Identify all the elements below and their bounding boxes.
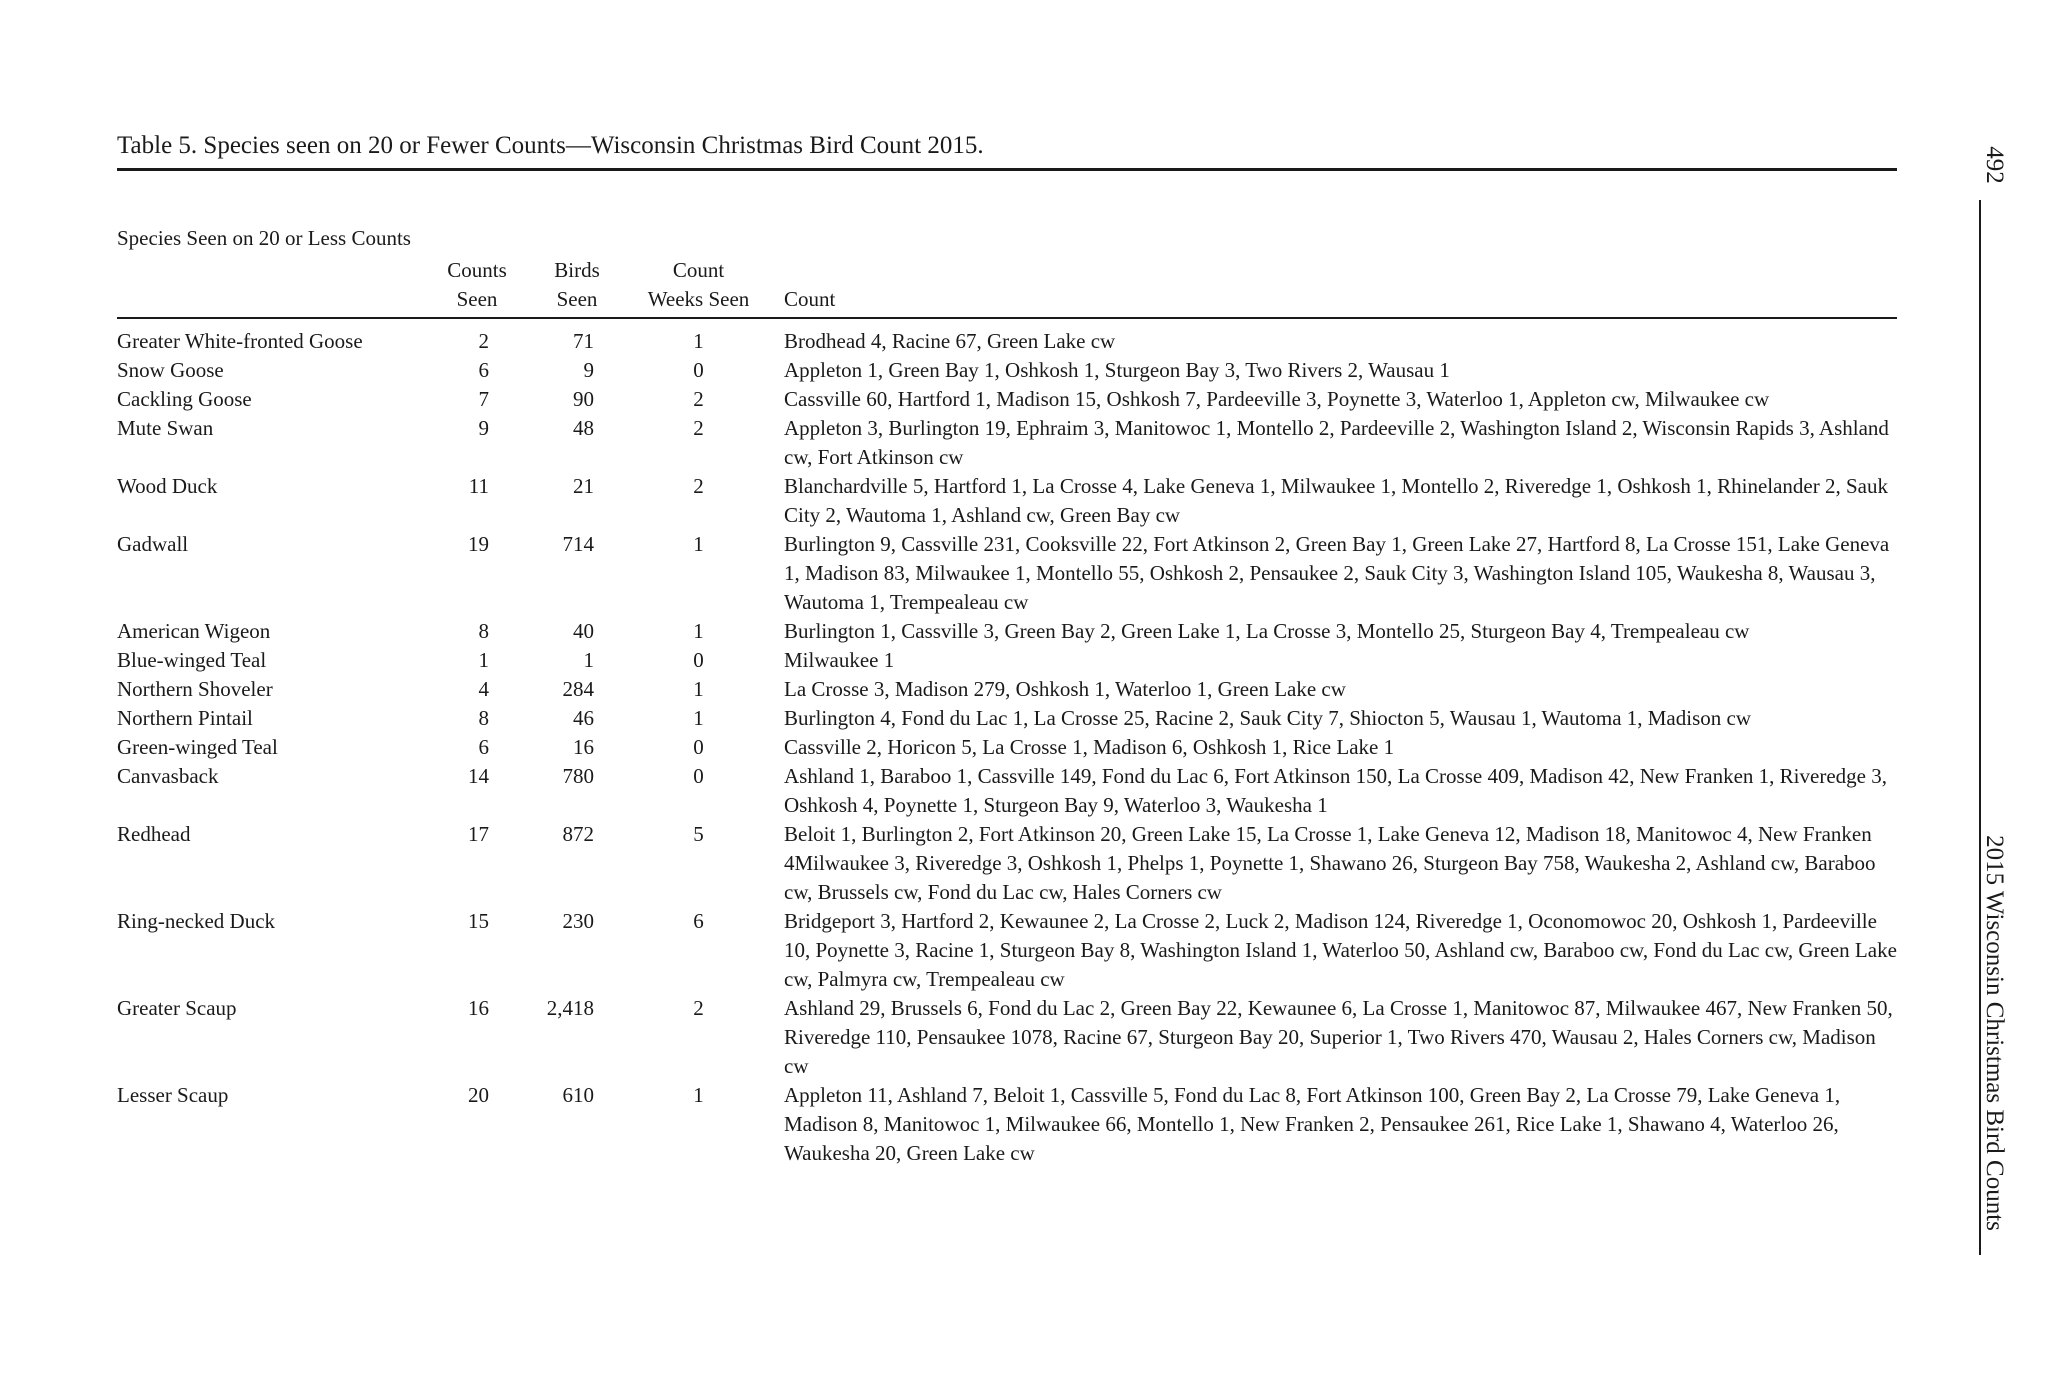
species-cell: Canvasback — [117, 764, 219, 788]
counts-seen-cell: 8 — [478, 619, 489, 643]
species-table — [117, 256, 1897, 1168]
species-cell: Wood Duck — [117, 474, 218, 498]
birds-seen-cell: 48 — [573, 416, 594, 440]
counts-seen-cell: 1 — [478, 648, 489, 672]
count-locations-cell: Milwaukee 1 — [784, 648, 895, 672]
count-locations-cell: Bridgeport 3, Hartford 2, Kewaunee 2, La Crosse 2, Luck 2, Madison 124, Riveredge 1, Oconomowoc 20, Oshkosh 1, Pardeeville 10, Poynette 3, Racine 1, Sturgeon Bay 8, Washington Island 1, Waterloo 50, Ashland cw, Baraboo cw, Fond du Lac cw, Green Lake cw, Palmyra cw, Trempealeau cw — [784, 909, 1897, 991]
count-locations-cell: Ashland 29, Brussels 6, Fond du Lac 2, Green Bay 22, Kewaunee 6, La Crosse 1, Manitowoc 87, Milwaukee 467, New Franken 50, Riveredge 110, Pensaukee 1078, Racine 67, Sturgeon Bay 20, Superior 1, Two Rivers 470, Wausau 2, Hales Corners cw, Madison cw — [784, 996, 1893, 1078]
count-locations-cell: La Crosse 3, Madison 279, Oshkosh 1, Waterloo 1, Green Lake cw — [784, 677, 1346, 701]
counts-seen-cell: 16 — [468, 996, 489, 1020]
species-cell: Cackling Goose — [117, 387, 252, 411]
count-weeks-cell: 2 — [693, 474, 704, 498]
header-species — [117, 256, 427, 318]
header-birds-seen: Birds Seen — [527, 256, 627, 318]
birds-seen-cell: 71 — [573, 329, 594, 353]
header-count-weeks-seen: Count Weeks Seen — [627, 256, 770, 318]
birds-seen-cell: 284 — [562, 677, 594, 701]
species-cell: Northern Shoveler — [117, 677, 273, 701]
table-header-row — [117, 256, 1897, 318]
birds-seen-cell: 780 — [562, 764, 594, 788]
counts-seen-cell: 19 — [468, 532, 489, 556]
table-row — [117, 318, 1897, 356]
table-row — [117, 733, 1897, 762]
count-weeks-cell: 2 — [693, 996, 704, 1020]
species-cell: Greater Scaup — [117, 996, 237, 1020]
table-row — [117, 704, 1897, 733]
count-weeks-cell: 2 — [693, 416, 704, 440]
table-row — [117, 762, 1897, 820]
birds-seen-cell: 46 — [573, 706, 594, 730]
table-row — [117, 356, 1897, 385]
table-row — [117, 385, 1897, 414]
running-title: 2015 Wisconsin Christmas Bird Counts — [1981, 835, 2008, 1231]
birds-seen-cell: 16 — [573, 735, 594, 759]
species-cell: Ring-necked Duck — [117, 909, 276, 933]
count-locations-cell: Beloit 1, Burlington 2, Fort Atkinson 20, Green Lake 15, La Crosse 1, Lake Geneva 12, Madison 18, Manitowoc 4, New Franken 4Milwaukee 3, Riveredge 3, Oshkosh 1, Phelps 1, Poynette 1, Shawano 26, Sturgeon Bay 758, Waukesha 2, Ashland cw, Baraboo cw, Brussels cw, Fond du Lac cw, Hales Corners cw — [784, 822, 1876, 904]
birds-seen-cell: 714 — [562, 532, 594, 556]
header-counts-seen: Counts Seen — [427, 256, 527, 318]
birds-seen-cell: 610 — [562, 1083, 594, 1107]
birds-seen-cell: 872 — [562, 822, 594, 846]
counts-seen-cell: 14 — [468, 764, 489, 788]
count-locations-cell: Burlington 1, Cassville 3, Green Bay 2, Green Lake 1, La Crosse 3, Montello 25, Sturgeon Bay 4, Trempealeau cw — [784, 619, 1750, 643]
count-locations-cell: Cassville 60, Hartford 1, Madison 15, Oshkosh 7, Pardeeville 3, Poynette 3, Waterloo 1, Appleton cw, Milwaukee cw — [784, 387, 1770, 411]
count-locations-cell: Appleton 11, Ashland 7, Beloit 1, Cassville 5, Fond du Lac 8, Fort Atkinson 100, Green Bay 2, La Crosse 79, Lake Geneva 1, Madison 8, Manitowoc 1, Milwaukee 66, Montello 1, New Franken 2, Pensaukee 261, Rice Lake 1, Shawano 4, Waterloo 26, Waukesha 20, Green Lake cw — [784, 1083, 1841, 1165]
table-row — [117, 675, 1897, 704]
count-weeks-cell: 1 — [693, 329, 704, 353]
counts-seen-cell: 4 — [478, 677, 489, 701]
table-body — [117, 318, 1897, 1168]
birds-seen-cell: 230 — [562, 909, 594, 933]
birds-seen-cell: 90 — [573, 387, 594, 411]
counts-seen-cell: 6 — [478, 735, 489, 759]
count-weeks-cell: 1 — [693, 532, 704, 556]
count-locations-cell: Burlington 9, Cassville 231, Cooksville 22, Fort Atkinson 2, Green Bay 1, Green Lake 27, Hartford 8, La Crosse 151, Lake Geneva 1, Madison 83, Milwaukee 1, Montello 55, Oshkosh 2, Pensaukee 2, Sauk City 3, Washington Island 105, Waukesha 8, Wausau 3, Wautoma 1, Trempealeau cw — [784, 532, 1890, 614]
species-cell: Snow Goose — [117, 358, 224, 382]
birds-seen-cell: 1 — [583, 648, 594, 672]
species-cell: American Wigeon — [117, 619, 271, 643]
count-weeks-cell: 0 — [693, 764, 704, 788]
count-weeks-cell: 5 — [693, 822, 704, 846]
counts-seen-cell: 6 — [478, 358, 489, 382]
page-number: 492 — [1981, 146, 2008, 184]
count-weeks-cell: 0 — [693, 735, 704, 759]
birds-seen-cell: 21 — [573, 474, 594, 498]
table-row — [117, 530, 1897, 617]
counts-seen-cell: 2 — [478, 329, 489, 353]
counts-seen-cell: 15 — [468, 909, 489, 933]
species-cell: Mute Swan — [117, 416, 214, 440]
count-locations-cell: Appleton 1, Green Bay 1, Oshkosh 1, Sturgeon Bay 3, Two Rivers 2, Wausau 1 — [784, 358, 1450, 382]
table-row — [117, 646, 1897, 675]
counts-seen-cell: 11 — [468, 474, 489, 498]
table-subtitle: Species Seen on 20 or Less Counts — [117, 226, 411, 250]
count-weeks-cell: 2 — [693, 387, 704, 411]
count-weeks-cell: 1 — [693, 677, 704, 701]
count-weeks-cell: 1 — [693, 1083, 704, 1107]
species-cell: Greater White-fronted Goose — [117, 329, 363, 353]
count-locations-cell: Appleton 3, Burlington 19, Ephraim 3, Manitowoc 1, Montello 2, Pardeeville 2, Washington Island 2, Wisconsin Rapids 3, Ashland cw, Fort Atkinson cw — [784, 416, 1889, 469]
table-row — [117, 820, 1897, 907]
counts-seen-cell: 17 — [468, 822, 489, 846]
counts-seen-cell: 9 — [478, 416, 489, 440]
header-count: Count — [770, 256, 1897, 318]
species-cell: Blue-winged Teal — [117, 648, 267, 672]
table-row — [117, 1081, 1897, 1168]
count-locations-cell: Cassville 2, Horicon 5, La Crosse 1, Madison 6, Oshkosh 1, Rice Lake 1 — [784, 735, 1395, 759]
birds-seen-cell: 40 — [573, 619, 594, 643]
count-weeks-cell: 6 — [693, 909, 704, 933]
species-cell: Green-winged Teal — [117, 735, 278, 759]
species-cell: Northern Pintail — [117, 706, 253, 730]
count-locations-cell: Burlington 4, Fond du Lac 1, La Crosse 25, Racine 2, Sauk City 7, Shiocton 5, Wausau 1, Wautoma 1, Madison cw — [784, 706, 1751, 730]
table-row — [117, 414, 1897, 472]
table-row — [117, 617, 1897, 646]
counts-seen-cell: 7 — [478, 387, 489, 411]
count-locations-cell: Brodhead 4, Racine 67, Green Lake cw — [784, 329, 1116, 353]
table-row — [117, 907, 1897, 994]
count-locations-cell: Ashland 1, Baraboo 1, Cassville 149, Fond du Lac 6, Fort Atkinson 150, La Crosse 409, Madison 42, New Franken 1, Riveredge 3, Oshkosh 4, Poynette 1, Sturgeon Bay 9, Waterloo 3, Waukesha 1 — [784, 764, 1887, 817]
species-cell: Redhead — [117, 822, 191, 846]
species-cell: Lesser Scaup — [117, 1083, 229, 1107]
birds-seen-cell: 2,418 — [546, 996, 594, 1020]
count-weeks-cell: 0 — [693, 648, 704, 672]
count-weeks-cell: 0 — [693, 358, 704, 382]
count-locations-cell: Blanchardville 5, Hartford 1, La Crosse 4, Lake Geneva 1, Milwaukee 1, Montello 2, Riveredge 1, Oshkosh 1, Rhinelander 2, Sauk City 2, Wautoma 1, Ashland cw, Green Bay cw — [784, 474, 1888, 527]
species-cell: Gadwall — [117, 532, 189, 556]
count-weeks-cell: 1 — [693, 706, 704, 730]
count-weeks-cell: 1 — [693, 619, 704, 643]
table-row — [117, 994, 1897, 1081]
caption-rule — [117, 168, 1897, 171]
counts-seen-cell: 20 — [468, 1083, 489, 1107]
table-row — [117, 472, 1897, 530]
table-caption: Table 5. Species seen on 20 or Fewer Counts—Wisconsin Christmas Bird Count 2015. — [117, 132, 984, 159]
counts-seen-cell: 8 — [478, 706, 489, 730]
birds-seen-cell: 9 — [583, 358, 594, 382]
